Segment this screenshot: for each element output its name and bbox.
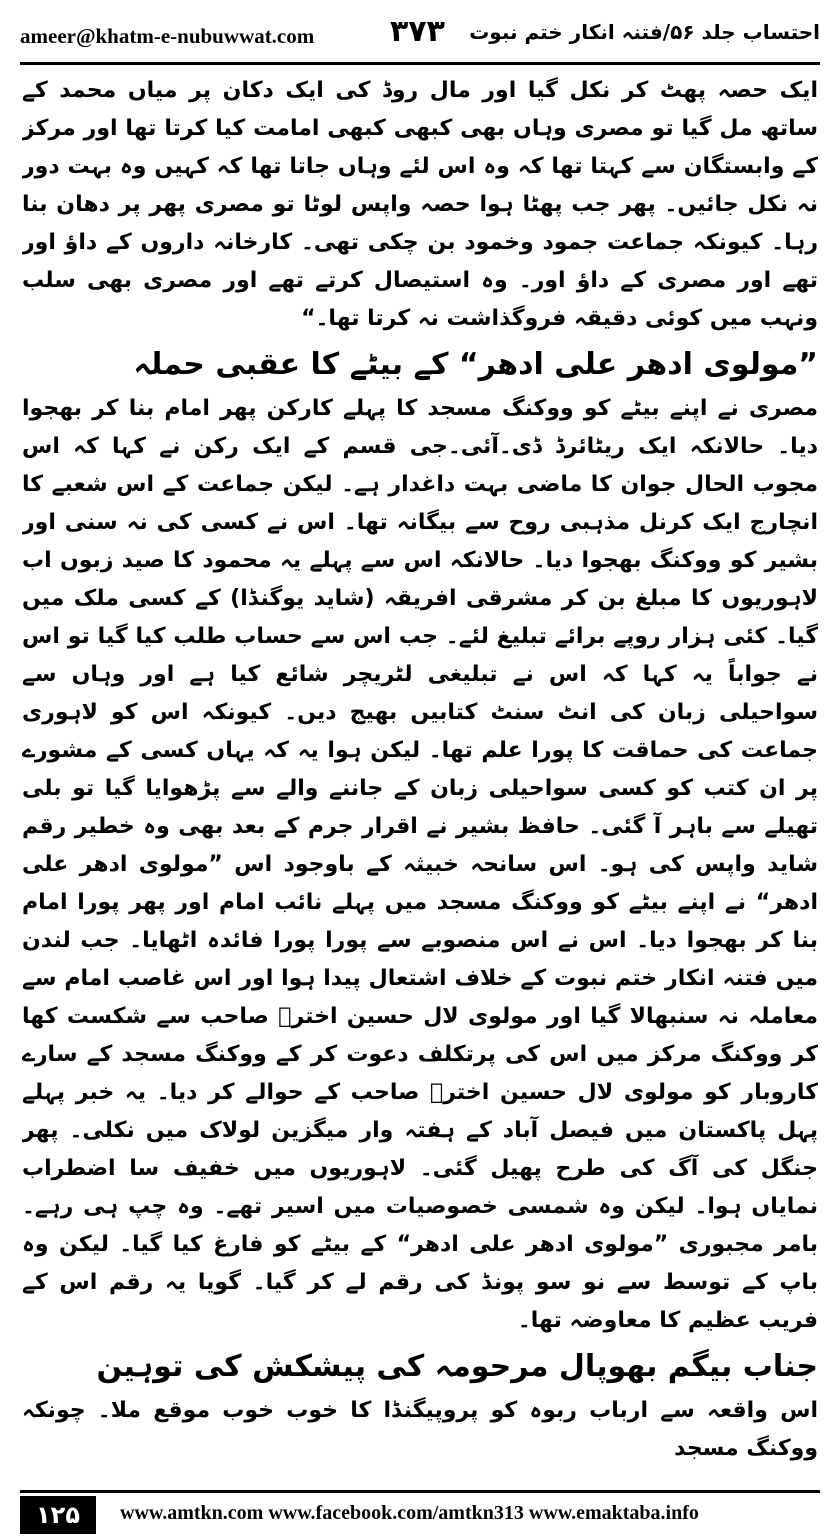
page-body xyxy=(22,72,818,1464)
paragraph-3: اس واقعہ سے ارباب ربوہ کو پروپیگنڈا کا خوب خوب موقع ملا۔ چونکہ ووکنگ مسجد xyxy=(22,1398,818,1461)
footer-links: www.amtkn.com www.facebook.com/amtkn313 www.emaktaba.info xyxy=(120,1502,699,1524)
paragraph-1: ایک حصہ پھٹ کر نکل گیا اور مال روڈ کی ایک دکان پر میاں محمد کے ساتھ مل گیا تو مصری وہاں بھی کبھی کبھی امامت کیا کرتا تھا اور مرکز کے وابستگان سے کہتا تھا کہ وہ اس لئے وہاں جاتا تھا کہ کہیں وہ بہت دور نہ نکل جائیں۔ پھر جب پھٹا ہوا حصہ واپس لوٹا تو مصری پھر پر دھان بنا رہا۔ کیونکہ جماعت جمود وخمود بن چکی تھی۔ کارخانہ داروں کے داؤ اور تھے اور مصری کے داؤ اور۔ وہ استیصال کرتے تھے اور مصری بھی سلب ونہب میں کوئی دقیقہ فروگذاشت نہ کرتا تھا۔“ xyxy=(22,78,818,331)
footer-divider xyxy=(20,1490,820,1493)
footer-page-number: ۱۲۵ xyxy=(20,1496,96,1534)
header-divider xyxy=(20,62,820,65)
header-book-title: احتساب جلد ۵۶/فتنہ انکار ختم نبوت xyxy=(469,20,820,44)
section-heading-1: ”مولوی ادھر علی ادھر“ کے بیٹے کا عقبی حملہ xyxy=(133,347,818,382)
header-email: ameer@khatm-e-nubuwwat.com xyxy=(20,24,315,48)
page-header xyxy=(20,14,820,58)
paragraph-2: مصری نے اپنے بیٹے کو ووکنگ مسجد کا پہلے کارکن پھر امام بنا کر بھجوا دیا۔ حالانکہ ایک ریٹائرڈ ڈی۔آئی۔جی قسم کے ایک رکن نے کہا کہ اس مجوب الحال جوان کا ماضی بہت داغدار ہے۔ لیکن جماعت کے اس شعبے کا انچارج ایک کرنل مذہبی روح سے بیگانہ تھا۔ اس نے کسی کی نہ سنی اور بشیر کو ووکنگ بھجوا دیا۔ حالانکہ اس سے پہلے یہ محمود کا صید زبوں اب لاہوریوں کا مبلغ بن کر مشرقی افریقہ (شاید یوگنڈا) کے کسی ملک میں گیا۔ کئی ہزار روپے برائے تبلیغ لئے۔ جب اس سے حساب طلب کیا گیا تو اس نے جواباً یہ کہا کہ اس نے تبلیغی لٹریچر شائع کیا ہے اور وہاں سے سواحیلی زبان کی انٹ سنٹ کتابیں بھیج دیں۔ کیونکہ اس کو لاہوری جماعت کی حماقت کا پورا علم تھا۔ لیکن ہوا یہ کہ یہاں کسی کے مشورے پر ان کتب کو کسی سواحیلی زبان کے جاننے والے سے پڑھوایا گیا تو بلی تھیلے سے باہر آ گئی۔ حافظ بشیر نے اقرار جرم کے بعد بھی وہ خطیر رقم شاید واپس کی ہو۔ اس سانحہ خبیثہ کے باوجود اس ”مولوی ادھر علی ادھر“ نے اپنے بیٹے کو ووکنگ مسجد میں پہلے نائب امام اور پھر پورا امام بنا کر بھجوا دیا۔ اس نے اس منصوبے سے پورا پورا فائدہ اٹھایا۔ جب لندن میں فتنہ انکار ختم نبوت کے خلاف اشتعال پیدا ہوا اور اس غاصب امام سے معاملہ نہ سنبھالا گیا اور مولوی لال حسین اخترؒ صاحب سے شکست کھا کر ووکنگ مرکز میں اس کی پرتکلف دعوت کر کے ووکنگ مسجد کے سارے کاروبار کو مولوی لال حسین اخترؒ صاحب کے حوالے کر دیا۔ یہ خبر پہلے پہل پاکستان میں فیصل آباد کے ہفتہ وار میگزین لولاک میں نکلی۔ پھر جنگل کی آگ کی طرح پھیل گئی۔ لاہوریوں میں خفیف سا اضطراب نمایاں ہوا۔ لیکن وہ شمسی خصوصیات میں اسیر تھے۔ وہ چپ ہی رہے۔ بامر مجبوری ”مولوی ادھر علی ادھر“ کے بیٹے کو فارغ کیا گیا۔ لیکن وہ باپ کے توسط سے نو سو پونڈ کی رقم لے کر گیا۔ گویا یہ رقم اس کے فریب عظیم کا معاوضہ تھا۔ xyxy=(22,396,818,1333)
header-page-number: ۳۷۳ xyxy=(390,14,445,49)
section-heading-2: جناب بیگم بھوپال مرحومہ کی پیشکش کی توہین xyxy=(96,1349,818,1384)
